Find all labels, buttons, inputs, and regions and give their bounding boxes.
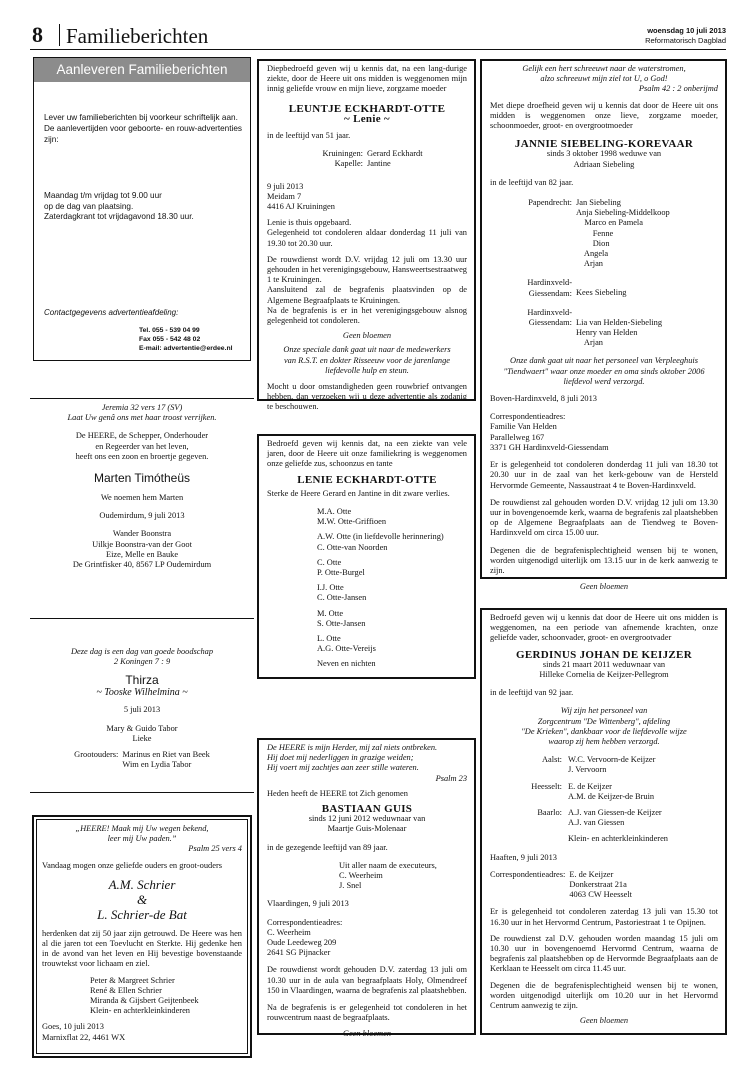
contact-details[interactable]: Tel. 055 - 539 04 99 Fax 055 - 542 48 02 E-mail: advertentie@erdee.nl xyxy=(139,327,233,352)
marten-text: De HEERE, de Schepper, Onderhouder en Regeerder van het leven, heeft ons een zoon en broertje gegeven. xyxy=(75,431,209,461)
thirza-grandparents-label: Grootouders: xyxy=(74,750,119,760)
info-times: Maandag t/m vrijdag tot 9.00 uur op de dag van plaatsing. Zaterdagkrant tot vrijdagavond 18.30 uur. xyxy=(44,191,194,221)
keijzer-p1: Er is gelegenheid tot condoleren zaterdag 13 juli van 15.30 tot 16.30 uur in het Hervormd Centrum, Pastoriestraat 1 te Opijnen. xyxy=(490,907,718,927)
marten-verse: Jeremia 32 vers 17 (SV) Laat Uw genâ ons met haar troost verrijken. xyxy=(67,403,217,423)
schrier-name2: L. Schrier-de Bat xyxy=(97,906,187,922)
guis-verse-ref: Psalm 23 xyxy=(435,773,467,783)
jannie-p1: Er is gelegenheid tot condoleren donderdag 11 juli van 18.30 tot 20.30 uur in de zaal van het kerk-gebouw van de Hersteld Hervormde Gemeente, Nassaustraat 4 te Boven-Hardinxveld. xyxy=(490,460,718,490)
ad-guis xyxy=(257,738,476,1039)
jannie-intro: Met diepe droefheid geven wij u kennis dat door de Heere uit ons midden is weggenomen onze lieve, zorgzame moeder, schoonmoeder, groot- en overgrootmoeder xyxy=(490,100,718,131)
schrier-verse-ref: Psalm 25 vers 4 xyxy=(188,844,242,854)
leuntje-places: Kruiningen: Kapelle: xyxy=(322,149,363,169)
leuntje-flowers: Geen bloemen xyxy=(342,331,392,341)
column-rule xyxy=(30,792,254,793)
keijzer-date: Haaften, 9 juli 2013 xyxy=(490,852,557,862)
keijzer-p2: De rouwdienst zal D.V. gehouden worden maandag 15 juli om 10.30 uur in bovengenoemd Hervormd Centrum, waarna de begrafenis zal plaatshebben op de Hervormde Begraafplaats aan de Kerklaan te Heesselt om circa 11.45 uur. xyxy=(490,933,718,974)
leuntje-subname: ~ Lenie ~ xyxy=(344,112,390,125)
jannie-age: in de leeftijd van 82 jaar. xyxy=(490,177,574,187)
lenie-family: L. Otte A.G. Otte-Vereijs xyxy=(317,634,376,654)
lenie-family: M. Otte S. Otte-Jansen xyxy=(317,608,366,628)
header-rule xyxy=(30,49,726,50)
schrier-footer: Goes, 10 juli 2013 Marnixflat 22, 4461 WX xyxy=(42,1022,126,1042)
guis-age: in de gezegende leeftijd van 89 jaar. xyxy=(267,842,388,852)
keijzer-place2: Heesselt: xyxy=(531,781,562,791)
ad-leuntje xyxy=(257,59,476,412)
lenie-name: LENIE ECKHARDT-OTTE xyxy=(297,473,437,486)
leuntje-intro: Diepbedroefd geven wij u kennis dat, na een lang-durige ziekte, door de Heere uit ons midden is weggenomen mijn innig geliefde vrouw en mijn lieve, zorgzame moeder xyxy=(267,64,467,94)
leuntje-p1: Lenie is thuis opgebaard. Gelegenheid tot condoleren aldaar donderdag 11 juli van 19.30 tot 20.30 uur. xyxy=(267,218,467,248)
jannie-verse: Gelijk een hert schreeuwt naar de waterstromen, alzo schreeuwt mijn ziel tot U, o God! xyxy=(522,64,686,84)
jannie-flowers: Geen bloemen xyxy=(579,582,629,592)
ad-thirza xyxy=(35,647,249,770)
jannie-name: JANNIE SIEBELING-KOREVAAR xyxy=(514,138,694,151)
lenie-family: C. Otte P. Otte-Burgel xyxy=(317,557,365,578)
keijzer-sub: sinds 21 maart 2011 weduwnaar van Hilleke Cornelia de Keijzer-Pellegrom xyxy=(539,659,669,680)
keijzer-intro: Bedroefd geven wij u kennis dat door de Heere uit ons midden is weggenomen, na een periode van afnemende krachten, onze geliefde vader, schoonvader, groot- en overgrootvader xyxy=(490,613,718,643)
thirza-name: Thirza xyxy=(125,673,159,688)
schrier-family: Peter & Margreet Schrier René & Ellen Schrier Miranda & Gijsbert Geijtenbeek Klein- en achterkleinkinderen xyxy=(90,975,199,1016)
lenie-family: I.J. Otte C. Otte-Jansen xyxy=(317,583,367,603)
leuntje-name: LEUNTJE ECKHARDT-OTTE xyxy=(288,102,446,115)
jannie-p3: Degenen die de begrafenisplechtigheid wensen bij te wonen, worden uitgenodigd uiterlijk om 13.15 uur in de kerk aanwezig te zijn. xyxy=(490,545,718,575)
ad-jannie xyxy=(480,59,727,592)
lenie-family: M.A. Otte M.W. Otte-Griffioen xyxy=(317,507,387,527)
jannie-sub: sinds 3 oktober 1998 weduwe van Adriaan Siebeling xyxy=(546,149,662,169)
info-title: Aanleveren Familieberichten xyxy=(34,58,250,82)
jannie-p2: De rouwdienst zal gehouden worden D.V. vrijdag 12 juli om 13.30 uur in bovengenoemde kerk, waarna de begrafenis zal plaatshebben op de Algemene Begraafplaats aan de Tiendweg te Boven-Hardinxveld om circa 15.00 uur. xyxy=(490,497,718,538)
guis-p1: De rouwdienst wordt gehouden D.V. zaterdag 13 juli om 10.30 uur in de aula van begraafplaats Holy, Olmendreef 150 in Vlaardingen, waarna de begrafenis zal plaatshebben. xyxy=(267,965,467,995)
thirza-grandparents: Marinus en Riet van Beek Wim en Lydia Tabor xyxy=(122,750,210,770)
jannie-names2: Kees Siebeling xyxy=(576,288,627,298)
marten-name: Marten Timótheüs xyxy=(93,471,191,486)
guis-address: Correspondentieadres: C. Weerheim Oude Leedeweg 209 2641 SG Pijnacker xyxy=(267,917,343,958)
jannie-thanks: Onze dank gaat uit naar het personeel van Verpleeghuis "Tiendwaert" waar onze moeder en oma sinds oktober 2006 liefdevol werd verzorgd. xyxy=(503,356,705,386)
header-paper: Reformatorisch Dagblad xyxy=(645,36,726,45)
jannie-names3: Lia van Helden-Siebeling Henry van Helden Arjan xyxy=(576,317,663,348)
jannie-place1: Papendrecht: xyxy=(528,198,572,208)
lenie-intro: Bedroefd geven wij kennis dat, na een ziekte van vele jaren, door de Heere uit onze familiekring is weggenomen onze geliefde zus, schoonzus en tante xyxy=(267,439,467,469)
jannie-verse-ref: Psalm 42 : 2 onberijmd xyxy=(638,84,718,94)
thirza-subname: ~ Tooske Wilhelmina ~ xyxy=(96,687,188,699)
header-divider xyxy=(59,24,60,46)
schrier-verse: „HEERE! Maak mij Uw wegen bekend, leer mij Uw paden.” xyxy=(75,824,209,844)
guis-date: Vlaardingen, 9 juli 2013 xyxy=(267,899,349,909)
jannie-place3: Hardinxveld- Giessendam: xyxy=(527,307,572,328)
guis-p2: Na de begrafenis is er gelegenheid tot condoleren in het rouwcentrum naast de begraafplaats. xyxy=(267,1003,467,1023)
leuntje-address: 9 juli 2013 Meidam 7 4416 AJ Kruiningen xyxy=(267,181,335,212)
marten-call: We noemen hem Marten xyxy=(100,493,184,503)
column-rule xyxy=(30,618,254,619)
keijzer-grandkids: Klein- en achterkleinkinderen xyxy=(568,834,668,844)
guis-sub: sinds 12 juni 2012 weduwnaar van Maartje Guis-Molenaar xyxy=(308,814,426,834)
schrier-body: herdenken dat zij 50 jaar zijn getrouwd. De Heere was hen al die jaren tot een Toevlucht en Sterkte. Hij gedenke hen in de avond van het leven en Hij bevestige bovenstaande trouwtekst voor lichaam en ziel. xyxy=(42,928,242,969)
keijzer-flowers: Geen bloemen xyxy=(579,1016,629,1026)
keijzer-addr-label: Correspondentieadres: xyxy=(490,869,566,879)
keijzer-names2: E. de Keijzer A.M. de Keijzer-de Bruin xyxy=(568,781,655,801)
keijzer-address: E. de Keijzer Donkerstraat 21a 4063 CW Heesselt xyxy=(569,869,633,900)
page-number: 8 xyxy=(32,22,43,47)
jannie-names1: Jan Siebeling Anja Siebeling-Middelkoop Marco en Pamela Fenne Dion Angela Arjan xyxy=(576,198,670,269)
leuntje-p2: De rouwdienst wordt D.V. vrijdag 12 juli om 13.30 uur gehouden in het verenigingsgebouw, Hansweertsestraatweg 1 te Kruiningen. Aansluitend zal de begrafenis plaatsvinden op de Algemene Begraafplaats te Kruiningen. Na de begrafenis is er in het verenigingsgebouw alsnog gelegenheid tot condoleren. xyxy=(267,254,467,326)
info-box xyxy=(33,57,251,361)
schrier-name1: A.M. Schrier xyxy=(108,876,176,892)
guis-name: BASTIAAN GUIS xyxy=(321,803,413,816)
marten-family: Wander Boonstra Uilkje Boonstra-van der Goot Eize, Melle en Bauke De Grintfisker 40, 8567 LP Oudemirdum xyxy=(72,529,212,570)
leuntje-relatives: Gerard Eckhardt Jantine xyxy=(367,149,423,169)
ad-keijzer xyxy=(480,608,727,1035)
marten-date: Oudemirdum, 9 juli 2013 xyxy=(99,511,185,521)
ad-lenie xyxy=(257,434,476,679)
guis-executeurs: Uit aller naam de executeurs, C. Weerheim J. Snel xyxy=(339,860,437,891)
column-rule xyxy=(30,398,254,399)
schrier-intro: Vandaag mogen onze geliefde ouders en groot-ouders xyxy=(42,860,222,870)
guis-verse: De HEERE is mijn Herder, mij zal niets ontbreken. Hij doet mij nederliggen in grazige weiden; Hij voert mij zachtjes aan zeer stille wateren. xyxy=(267,743,438,773)
schrier-amp: & xyxy=(136,891,148,907)
keijzer-thanks: Wij zijn het personeel van Zorgcentrum "De Wittenberg", afdeling "De Krieken", dankbaar voor de liefdevolle wijze waarop zij hem hebben verzorgd. xyxy=(521,706,687,747)
leuntje-closing: Mocht u door omstandigheden geen rouwbrief ontvangen hebben, dan verzoeken wij u deze advertentie als zodanig te beschouwen. xyxy=(267,382,467,412)
keijzer-name: GERDINUS JOHAN DE KEIJZER xyxy=(516,648,692,661)
leuntje-age: in de leeftijd van 51 jaar. xyxy=(267,131,351,141)
jannie-date: Boven-Hardinxveld, 8 juli 2013 xyxy=(490,394,597,404)
ad-marten xyxy=(35,403,249,570)
thirza-verse: Deze dag is een dag van goede boodschap 2 Koningen 7 : 9 xyxy=(70,647,214,667)
lenie-text: Sterke de Heere Gerard en Jantine in dit zware verlies. xyxy=(267,488,450,498)
lenie-closing: Neven en nichten xyxy=(317,659,376,669)
keijzer-p3: Degenen die de begrafenisplechtigheid wensen bij te wonen, worden uitgenodigd uiterlijk om 10.20 uur in het Hervormd Centrum aanwezig te zijn. xyxy=(490,980,718,1011)
thirza-parents: Mary & Guido Tabor Lieke xyxy=(106,723,178,743)
lenie-family: A.W. Otte (in liefdevolle herinnering) C. Otte-van Noorden xyxy=(317,532,444,552)
contact-label: Contactgegevens advertentieafdeling: xyxy=(44,308,179,317)
keijzer-names3: A.J. van Giessen-de Keijzer A.J. van Giessen xyxy=(568,808,662,828)
jannie-place2: Hardinxveld- Giessendam: xyxy=(527,278,572,298)
keijzer-age: in de leeftijd van 92 jaar. xyxy=(490,688,574,698)
keijzer-place3: Baarlo: xyxy=(537,808,562,818)
header-date: woensdag 10 juli 2013 xyxy=(647,26,726,35)
keijzer-place1: Aalst: xyxy=(541,755,562,765)
leuntje-thanks: Onze speciale dank gaat uit naar de medewerkers van R.S.T. en dokter Risseeuw voor de jarenlange liefdevolle hulp en steun. xyxy=(283,345,451,375)
guis-flowers: Geen bloemen xyxy=(342,1029,392,1039)
section-title: Familieberichten xyxy=(66,24,209,48)
keijzer-names1: W.C. Vervoorn-de Keijzer J. Vervoorn xyxy=(568,755,656,775)
info-text: Lever uw familieberichten bij voorkeur schriftelijk aan. De aanlevertijden voor geboorte- en rouw-advertenties zijn: xyxy=(44,113,242,144)
thirza-date: 5 juli 2013 xyxy=(123,705,161,715)
ad-schrier xyxy=(32,815,252,1058)
guis-intro: Heden heeft de HEERE tot Zich genomen xyxy=(267,788,408,798)
jannie-address: Correspondentieadres: Familie Van Helden Parallelweg 167 3371 GH Hardinxveld-Giessendam xyxy=(490,412,609,452)
